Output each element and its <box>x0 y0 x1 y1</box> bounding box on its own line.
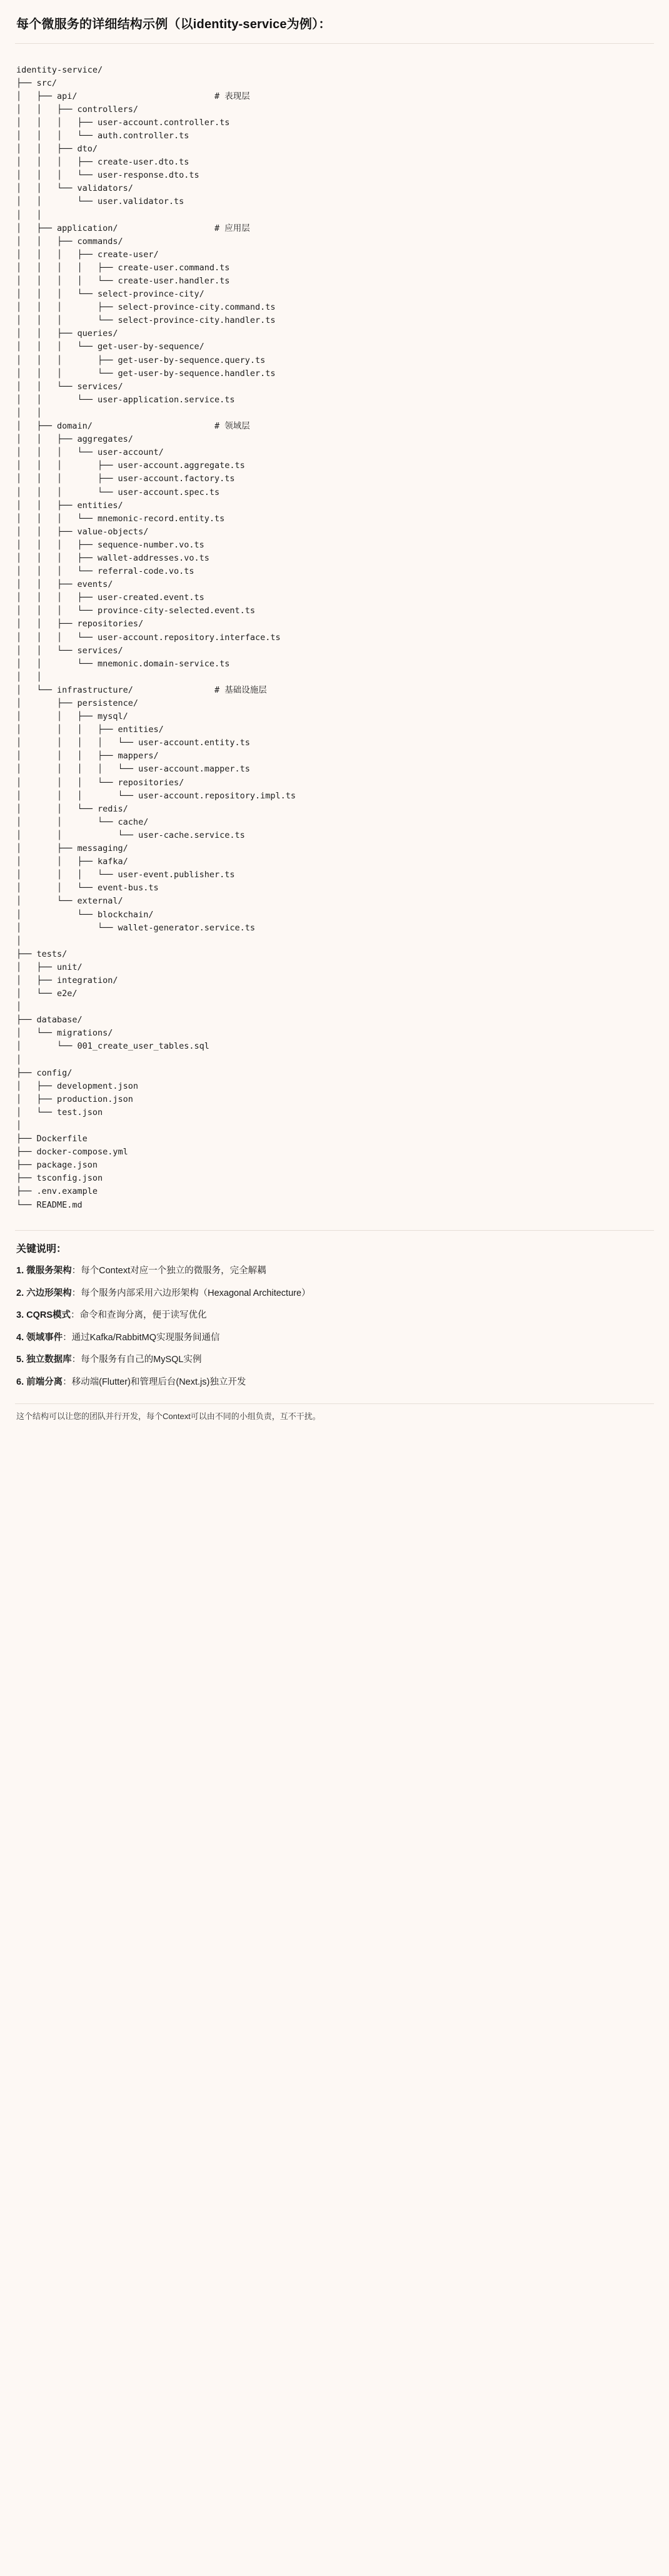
key-point-number: 2. <box>16 1288 24 1298</box>
key-point-desc: ：每个Context对应一个独立的微服务，完全解耦 <box>71 1266 266 1276</box>
key-point-number: 5. <box>16 1355 24 1365</box>
key-point-item <box>16 1331 653 1345</box>
key-point-term: 微服务架构 <box>26 1266 72 1276</box>
key-point-item <box>16 1286 653 1300</box>
key-point-number: 6. <box>16 1377 24 1387</box>
key-points-section <box>0 1231 669 1401</box>
directory-tree: identity-service/ ├── src/ │ ├── api/ # 表现层 │ │ ├── controllers/ │ │ │ ├── user-account.controller.ts │ │ │ └── auth.controller.ts │ │ ├── dto/ │ │ │ ├── create-user.dto.ts │ │ │ └── user-response.dto.ts │ │ └── validators/ │ │ └── user.validator.ts │ │ │ ├── application/ # 应用层 │ │ ├── commands/ │ │ │ ├── create-user/ │ │ │ │ ├── create-user.command.ts │ │ │ │ └── create-user.handler.ts │ │ │ └── select-province-city/ │ │ │ ├── select-province-city.command.ts │ │ │ └── select-province-city.handler.ts │ │ ├── queries/ │ │ │ └── get-user-by-sequence/ │ │ │ ├── get-user-by-sequence.query.ts │ │ │ └── get-user-by-sequence.handler.ts │ │ └── services/ │ │ └── user-application.service.ts │ │ │ ├── domain/ # 领域层 │ │ ├── aggregates/ │ │ │ └── user-account/ │ │ │ ├── user-account.aggregate.ts │ │ │ ├── user-account.factory.ts │ │ │ └── user-account.spec.ts │ │ ├── entities/ │ │ │ └── mnemonic-record.entity.ts │ │ ├── value-objects/ │ │ │ ├── sequence-number.vo.ts │ │ │ ├── wallet-addresses.vo.ts │ │ │ └── referral-code.vo.ts │ │ ├── events/ │ │ │ ├── user-created.event.ts │ │ │ └── province-city-selected.event.ts │ │ ├── repositories/ │ │ │ └── user-account.repository.interface.ts │ │ └── services/ │ │ └── mnemonic.domain-service.ts │ │ │ └── infrastructure/ # 基础设施层 │ ├── persistence/ │ │ ├── mysql/ │ │ │ ├── entities/ │ │ │ │ └── user-account.entity.ts │ │ │ ├── mappers/ │ │ │ │ └── user-account.mapper.ts │ │ │ └── repositories/ │ │ │ └── user-account.repository.impl.ts │ │ └── redis/ │ │ └── cache/ │ │ └── user-cache.service.ts │ ├── messaging/ │ │ ├── kafka/ │ │ │ └── user-event.publisher.ts │ │ └── event-bus.ts │ └── external/ │ └── blockchain/ │ └── wallet-generator.service.ts │ ├── tests/ │ ├── unit/ │ ├── integration/ │ └── e2e/ │ ├── database/ │ └── migrations/ │ └── 001_create_user_tables.sql │ ├── config/ │ ├── development.json │ ├── production.json │ └── test.json │ ├── Dockerfile ├── docker-compose.yml ├── package.json ├── tsconfig.json ├── .env.example └── README.md <box>16 64 296 1210</box>
key-point-number: 1. <box>16 1266 24 1276</box>
page-title: 每个微服务的详细结构示例（以identity-service为例）： <box>16 18 331 31</box>
key-point-item <box>16 1353 653 1367</box>
key-point-term: 前端分离 <box>26 1377 63 1387</box>
footer-note: 这个结构可以让您的团队并行开发，每个Context可以由不同的小组负责，互不干扰。 <box>16 1411 321 1421</box>
key-point-term: 独立数据库 <box>26 1355 72 1365</box>
key-point-desc: ：命令和查询分离，便于读写优化 <box>71 1310 207 1321</box>
key-point-desc: ：通过Kafka/RabbitMQ实现服务间通信 <box>63 1332 220 1343</box>
key-point-number: 4. <box>16 1332 24 1343</box>
key-point-number: 3. <box>16 1310 24 1321</box>
key-point-item <box>16 1308 653 1322</box>
key-point-desc: ：每个服务有自己的MySQL实例 <box>71 1355 202 1365</box>
key-point-term: 六边形架构 <box>26 1288 72 1298</box>
title-divider <box>15 43 654 44</box>
key-point-desc: ：每个服务内部采用六边形架构（Hexagonal Architecture） <box>71 1288 311 1298</box>
key-point-term: 领域事件 <box>26 1332 63 1343</box>
key-point-desc: ：移动端(Flutter)和管理后台(Next.js)独立开发 <box>63 1377 246 1387</box>
key-point-item <box>16 1264 653 1278</box>
key-points-heading: 关键说明： <box>16 1244 67 1255</box>
key-point-term: CQRS模式 <box>26 1310 71 1321</box>
key-point-item <box>16 1375 653 1389</box>
